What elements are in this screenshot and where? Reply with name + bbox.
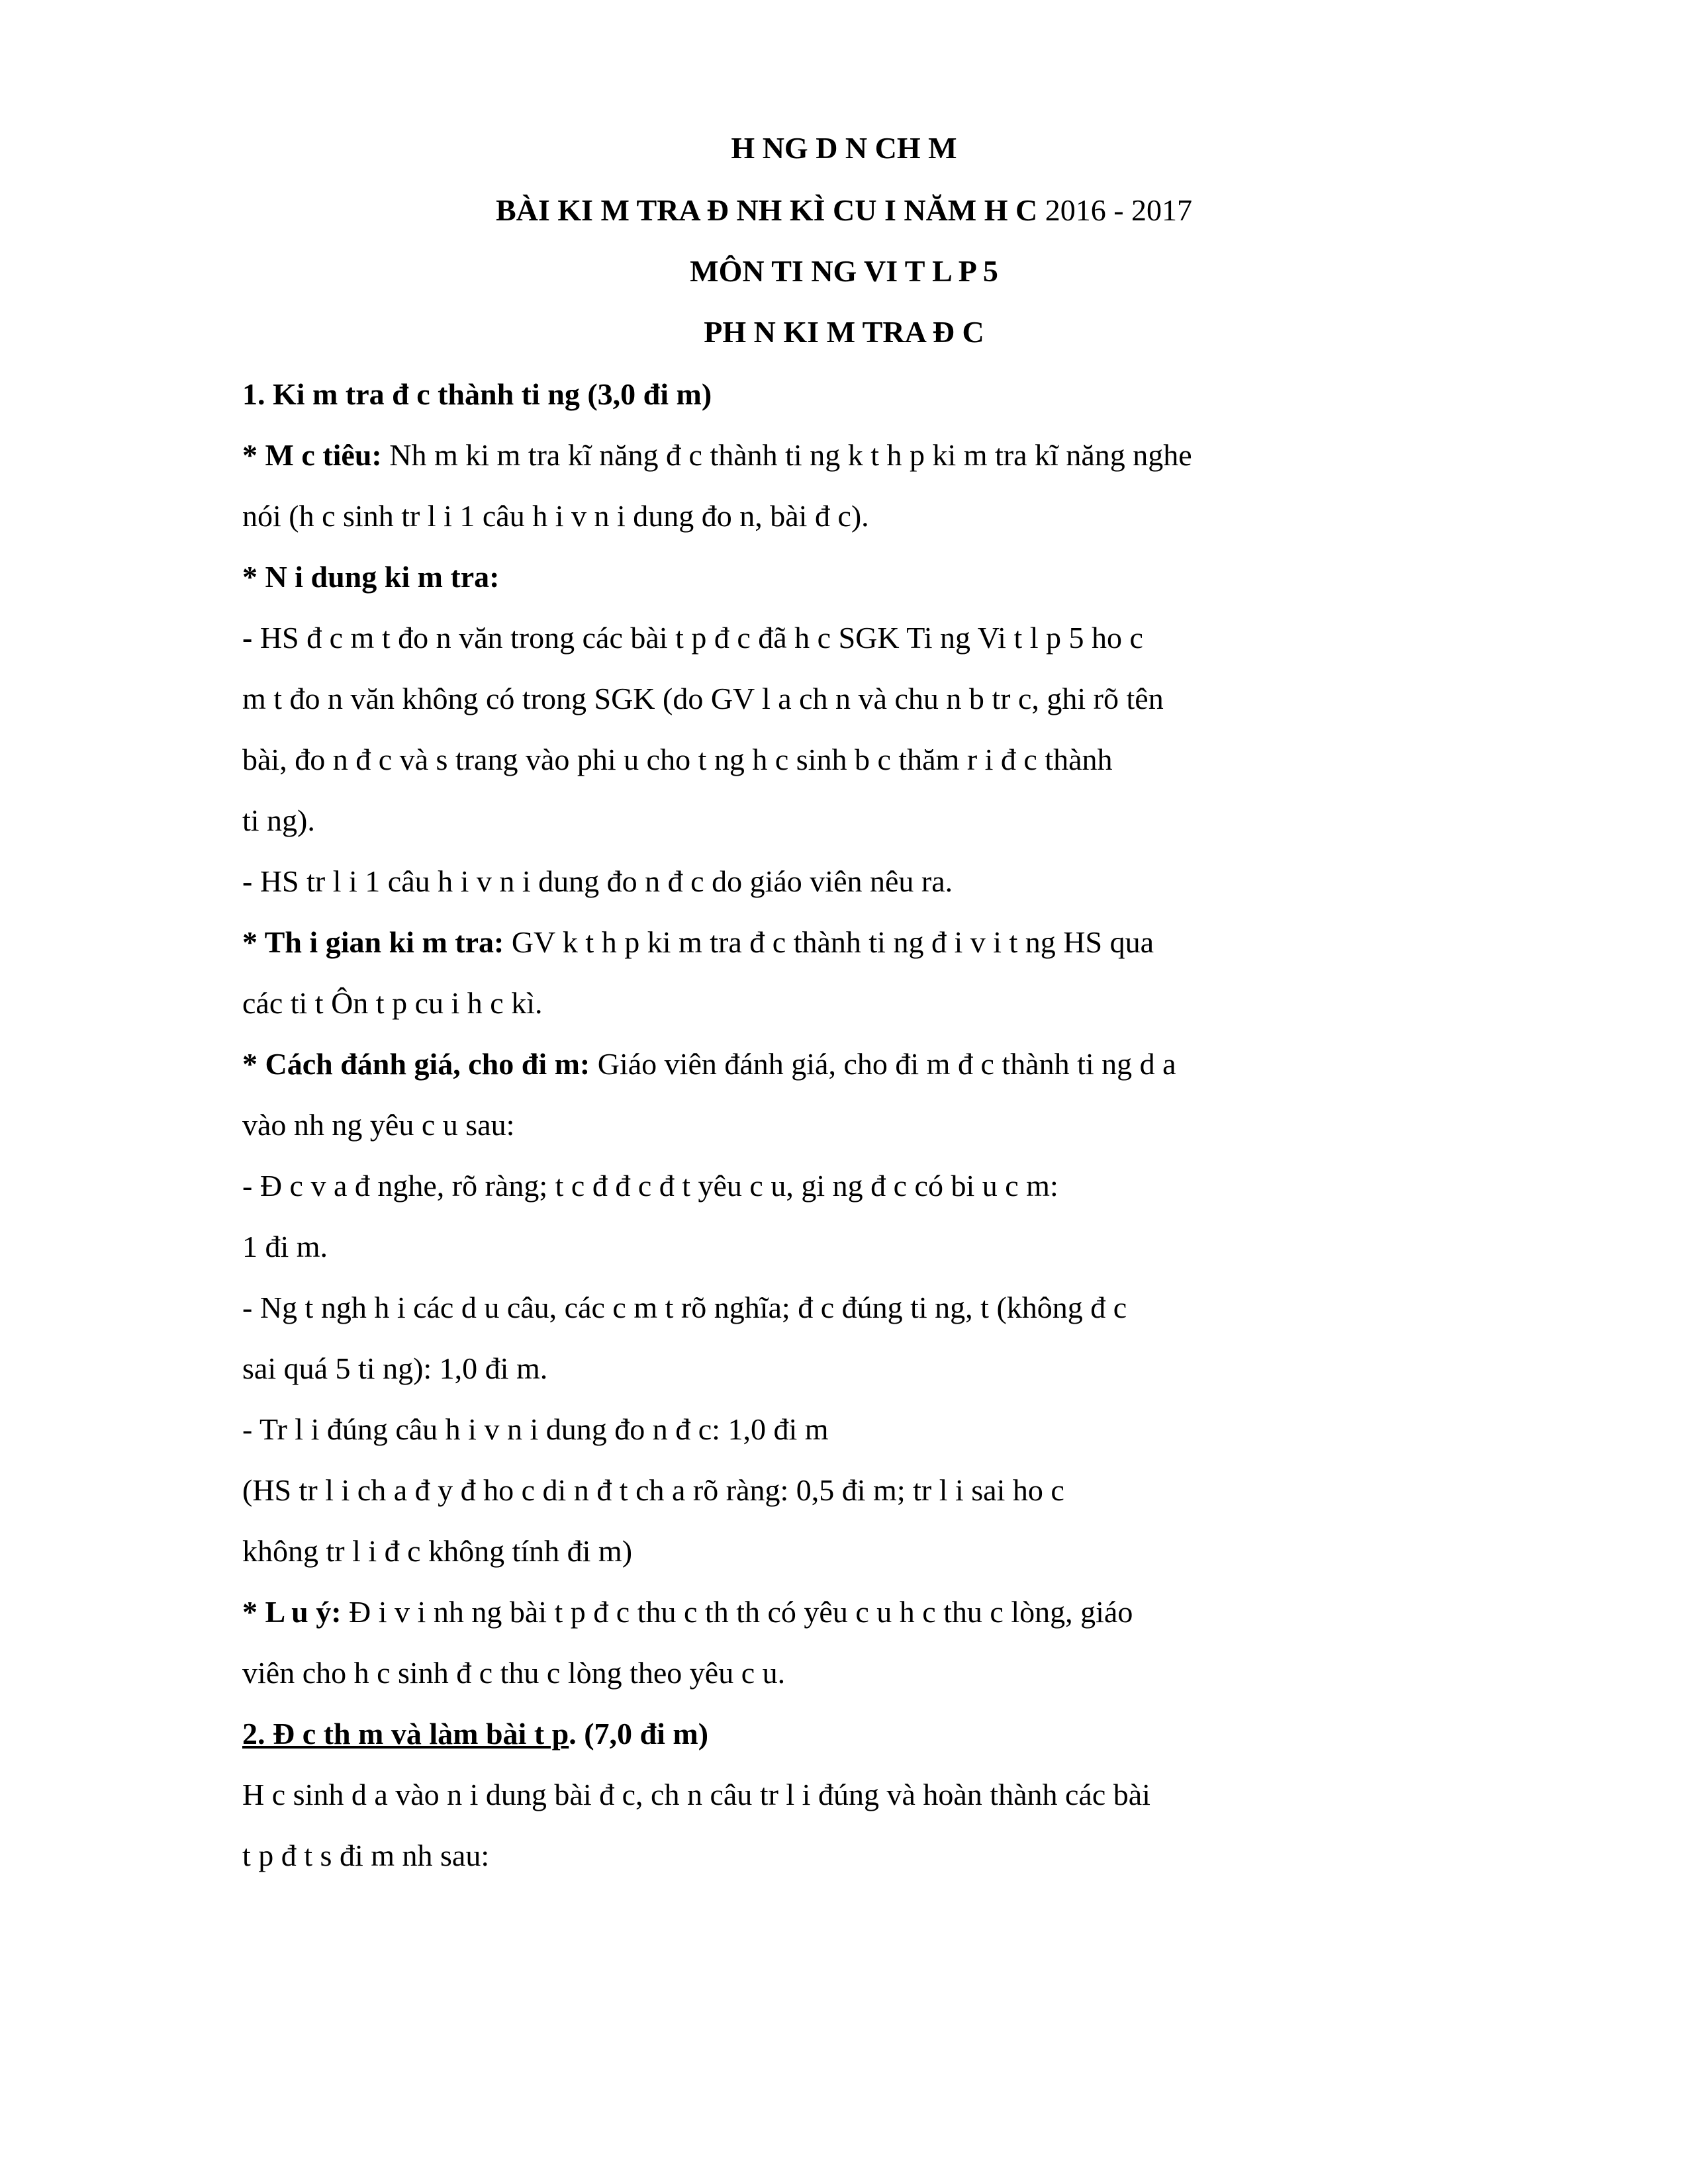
- muc-tieu-text-1: Nh m ki m tra kĩ năng đ c thành ti ng k t h p ki m tra kĩ năng nghe: [381, 438, 1192, 472]
- criteria-line-2: 1 đi m.: [242, 1230, 328, 1263]
- noi-dung-p1-line-3: bài, đo n đ c và s trang vào phi u cho t ng h c sinh b c thăm r i đ c thành: [242, 743, 1113, 776]
- title-bai-kiem-tra-text: BÀI KI M TRA Đ NH KÌ CU I NĂM H C: [495, 193, 1038, 227]
- section2-text-1: H c sinh d a vào n i dung bài đ c, ch n câu tr l i đúng và hoàn thành các bài: [242, 1778, 1150, 1811]
- section2-heading: [242, 1715, 708, 1752]
- muc-tieu-label: * M c tiêu:: [242, 438, 382, 472]
- criteria-line-1: - Đ c v a đ nghe, rõ ràng; t c đ đ c đ t yêu c u, gi ng đ c có bi u c m:: [242, 1169, 1058, 1203]
- criteria-line-3: - Ng t ngh h i các d u câu, các c m t rõ nghĩa; đ c đúng ti ng, t (không đ c: [242, 1291, 1127, 1324]
- title-year: 2016 - 2017: [1037, 193, 1193, 227]
- noi-dung-p2-dash: -: [242, 864, 260, 898]
- cach-danh-gia-line-1: [242, 1046, 1176, 1083]
- section2-heading-rest: . (7,0 đi m): [569, 1717, 709, 1751]
- cach-danh-gia-label: * Cách đánh giá, cho đi m:: [242, 1047, 590, 1081]
- luu-y-text-1: Đ i v i nh ng bài t p đ c thu c th th có yêu c u h c thu c lòng, giáo: [341, 1595, 1133, 1629]
- noi-dung-p2-line: [242, 863, 953, 900]
- section1-heading: 1. Ki m tra đ c thành ti ng (3,0 đi m): [242, 377, 712, 411]
- criteria-line-4: sai quá 5 ti ng): 1,0 đi m.: [242, 1351, 548, 1385]
- noi-dung-p1-line-4: ti ng).: [242, 803, 315, 837]
- thoi-gian-line-2: các ti t Ôn t p cu i h c kì.: [242, 986, 543, 1020]
- thoi-gian-line-1: [242, 924, 1154, 961]
- luu-y-line-1: [242, 1594, 1133, 1631]
- thoi-gian-text-1: GV k t h p ki m tra đ c thành ti ng đ i v i t ng HS qua: [504, 925, 1154, 959]
- criteria-line-5: - Tr l i đúng câu h i v n i dung đo n đ c: 1,0 đi m: [242, 1412, 829, 1446]
- section2-text-2: t p đ t s đi m nh sau:: [242, 1839, 490, 1872]
- noi-dung-label: * N i dung ki m tra:: [242, 560, 500, 594]
- title-huong-dan-cham: H NG D N CH M: [731, 131, 957, 165]
- criteria-line-7: không tr l i đ c không tính đi m): [242, 1534, 633, 1568]
- muc-tieu-line-2: nói (h c sinh tr l i 1 câu h i v n i dung đo n, bài đ c).: [242, 499, 869, 533]
- noi-dung-p1-dash: -: [242, 621, 260, 655]
- luu-y-line-2: viên cho h c sinh đ c thu c lòng theo yêu c u.: [242, 1656, 786, 1690]
- noi-dung-p1-line-1: [242, 619, 1143, 657]
- luu-y-label: * L u ý:: [242, 1595, 342, 1629]
- muc-tieu-line-1: [242, 437, 1192, 474]
- cach-danh-gia-line-2: vào nh ng yêu c u sau:: [242, 1108, 515, 1142]
- criteria-line-6: (HS tr l i ch a đ y đ ho c di n đ t ch a rõ ràng: 0,5 đi m; tr l i sai ho c: [242, 1473, 1064, 1507]
- title-bai-kiem-tra: [0, 192, 1688, 229]
- thoi-gian-label: * Th i gian ki m tra:: [242, 925, 504, 959]
- section2-heading-underlined: 2. Đ c th m và làm bài t p: [242, 1717, 569, 1751]
- title-mon: MÔN TI NG VI T L P 5: [690, 254, 998, 288]
- title-phan-kiem-tra: PH N KI M TRA Đ C: [704, 315, 984, 349]
- noi-dung-p1-line-2: m t đo n văn không có trong SGK (do GV l a ch n và chu n b tr c, ghi rõ tên: [242, 682, 1164, 715]
- noi-dung-p1-text-1: HS đ c m t đo n văn trong các bài t p đ c đã h c SGK Ti ng Vi t l p 5 ho c: [259, 621, 1143, 655]
- noi-dung-p2-text: HS tr l i 1 câu h i v n i dung đo n đ c do giáo viên nêu ra.: [259, 864, 953, 898]
- cach-danh-gia-text-1: Giáo viên đánh giá, cho đi m đ c thành ti ng d a: [590, 1047, 1176, 1081]
